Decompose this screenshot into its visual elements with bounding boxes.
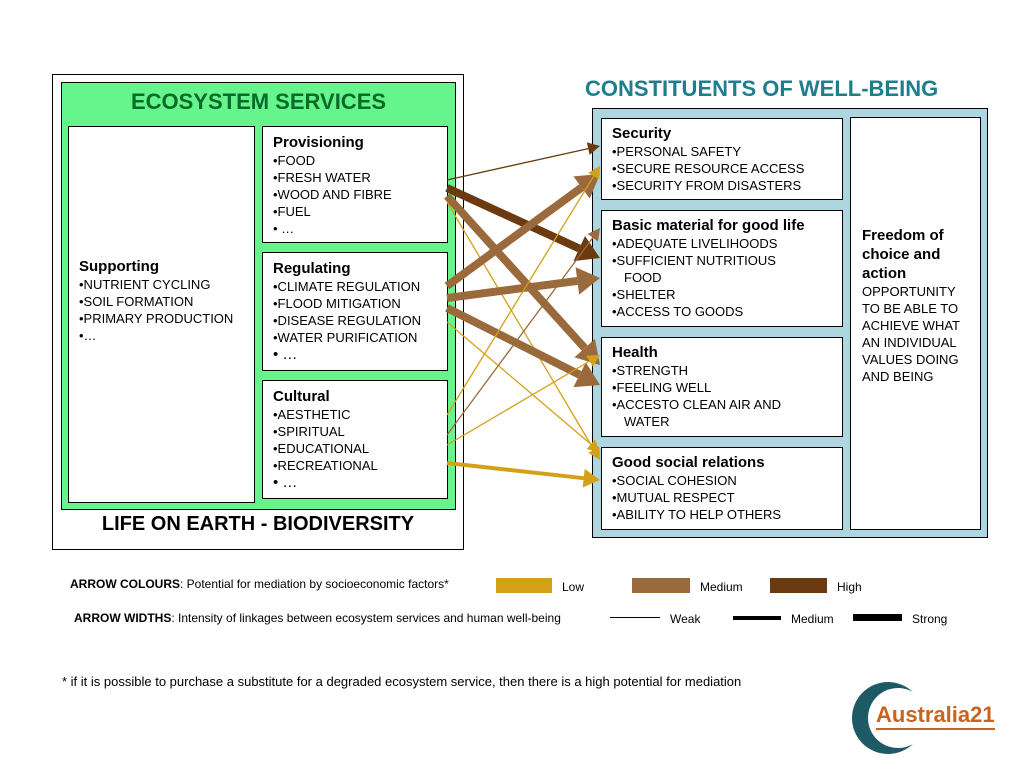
health-heading: Health [612, 344, 658, 361]
list-item: •ABILITY TO HELP OTHERS [612, 507, 782, 522]
list-item: •DISEASE REGULATION [273, 313, 422, 328]
legend-colours-text: : Potential for mediation by socioeconomic factors* [180, 577, 449, 591]
legend-low-label: Low [562, 580, 585, 594]
list-item: •EDUCATIONAL [273, 441, 370, 456]
arrow-provisioning-to-social [447, 202, 594, 450]
list-item: •PRIMARY PRODUCTION [79, 311, 234, 326]
list-item: •SHELTER [612, 287, 676, 302]
arrow-cultural-to-health [447, 361, 590, 445]
legend-swatch-high [770, 578, 827, 593]
list-item: •FEELING WELL [612, 380, 712, 395]
list-item: •NUTRIENT CYCLING [79, 277, 211, 292]
list-item: • … [273, 474, 298, 491]
list-item: •FRESH WATER [273, 170, 371, 185]
list-item: • … [273, 221, 295, 236]
arrow-cultural-to-social [447, 463, 584, 478]
footnote: * if it is possible to purchase a substitute for a degraded ecosystem service, then there is a high potential for mediation [62, 674, 742, 689]
list-item: AN INDIVIDUAL [862, 335, 957, 350]
arrowhead-regulating-to-basic [576, 267, 600, 294]
security-heading: Security [612, 125, 672, 142]
list-item: •CLIMATE REGULATION [273, 279, 421, 294]
list-item: •FLOOD MITIGATION [273, 296, 401, 311]
list-item: AND BEING [862, 369, 934, 384]
list-item: •SOIL FORMATION [79, 294, 194, 309]
list-item: •PERSONAL SAFETY [612, 144, 742, 159]
ecosystem-services-title: ECOSYSTEM SERVICES [130, 89, 387, 114]
arrow-regulating-to-basic [447, 281, 577, 298]
legend-high-label: High [837, 580, 862, 594]
provisioning-heading: Provisioning [273, 134, 364, 151]
supporting-heading: Supporting [79, 258, 159, 275]
list-item: FOOD [624, 270, 662, 285]
list-item: •WATER PURIFICATION [273, 330, 418, 345]
list-item: •WOOD AND FIBRE [273, 187, 392, 202]
list-item: ACHIEVE WHAT [862, 318, 960, 333]
legend-widths-label: ARROW WIDTHS [74, 611, 172, 625]
social-relations-heading: Good social relations [612, 454, 765, 471]
life-on-earth-label: LIFE ON EARTH - BIODIVERSITY [101, 513, 415, 535]
list-item: OPPORTUNITY [862, 284, 956, 299]
list-item: •… [79, 328, 97, 343]
list-item: •MUTUAL RESPECT [612, 490, 735, 505]
list-item: • … [273, 346, 298, 363]
list-item: •FOOD [273, 153, 316, 168]
legend-medium-width-label: Medium [791, 612, 834, 626]
list-item: VALUES DOING [862, 352, 959, 367]
legend-weak-label: Weak [670, 612, 701, 626]
list-item: •SUFFICIENT NUTRITIOUS [612, 253, 776, 268]
list-item: •FUEL [273, 204, 311, 219]
regulating-heading: Regulating [273, 260, 351, 277]
cultural-heading: Cultural [273, 388, 330, 405]
list-item: •SECURE RESOURCE ACCESS [612, 161, 805, 176]
legend-colours-line [70, 577, 449, 591]
legend-line-weak [610, 617, 660, 618]
legend-swatch-medium [632, 578, 690, 593]
list-item: •SOCIAL COHESION [612, 473, 737, 488]
legend-swatch-low [496, 578, 552, 593]
list-item: WATER [624, 414, 670, 429]
legend-widths-text: : Intensity of linkages between ecosystem services and human well-being [171, 611, 561, 625]
freedom-heading-line: choice and [862, 246, 941, 263]
legend-widths-line [74, 611, 561, 625]
list-item: •RECREATIONAL [273, 458, 378, 473]
list-item: TO BE ABLE TO [862, 301, 959, 316]
wellbeing-title: CONSTITUENTS OF WELL-BEING [585, 76, 939, 101]
legend-line-medium [733, 616, 781, 620]
list-item: •STRENGTH [612, 363, 689, 378]
list-item: •SPIRITUAL [273, 424, 345, 439]
logo-text: Australia21 [876, 702, 995, 730]
arrowhead-cultural-to-social [583, 469, 600, 488]
legend-medium-label: Medium [700, 580, 743, 594]
freedom-heading-line: Freedom of [862, 227, 944, 244]
legend-line-strong [853, 614, 902, 621]
arrow-provisioning-to-security [447, 149, 588, 180]
list-item: •SECURITY FROM DISASTERS [612, 178, 802, 193]
arrowhead-provisioning-to-security [587, 142, 600, 155]
freedom-heading-line: action [862, 265, 907, 282]
legend-colours-label: ARROW COLOURS [70, 577, 180, 591]
legend-strong-label: Strong [912, 612, 948, 626]
arrowhead-cultural-to-basic [588, 228, 600, 242]
list-item: •ACCESTO CLEAN AIR AND [612, 397, 782, 412]
basic-material-heading: Basic material for good life [612, 217, 805, 234]
list-item: •ADEQUATE LIVELIHOODS [612, 236, 778, 251]
list-item: •ACCESS TO GOODS [612, 304, 744, 319]
list-item: •AESTHETIC [273, 407, 351, 422]
